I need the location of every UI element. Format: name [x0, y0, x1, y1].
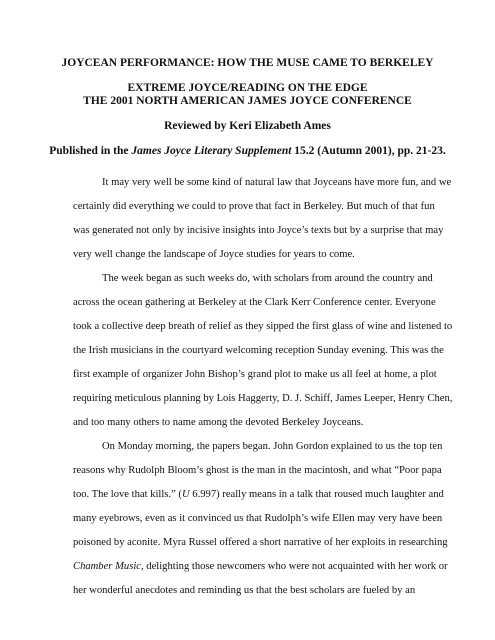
paragraph-1-line-4: very well change the landscape of Joyce studies for years to come.: [73, 249, 355, 260]
paragraph-3-line-5: poisoned by aconite. Myra Russel offered a short narrative of her exploits in researching: [73, 537, 448, 548]
paragraph-3-line-1: On Monday morning, the papers began. John Gordon explained to us the top ten: [102, 441, 443, 452]
publication-line: [0, 145, 495, 158]
paragraph-3-line-3-start: too. The love that kills.” (: [73, 489, 182, 500]
article-subtitle-line-2: THE 2001 NORTH AMERICAN JAMES JOYCE CONFERENCE: [83, 95, 412, 107]
paragraph-2-line-3: took a collective deep breath of relief as they sipped the first glass of wine and listened to: [73, 321, 453, 332]
reviewer-line: Reviewed by Keri Elizabeth Ames: [164, 120, 331, 132]
publication-suffix: 15.2 (Autumn 2001), pp. 21-23.: [291, 145, 446, 157]
paragraph-2-line-6: requiring meticulous planning by Lois Haggerty, D. J. Schiff, James Leeper, Henry Chen,: [73, 393, 453, 404]
paragraph-2-line-7: and too many others to name among the devoted Berkeley Joyceans.: [73, 417, 364, 428]
paragraph-2-line-2: across the ocean gathering at Berkeley at the Clark Kerr Conference center. Everyone: [73, 297, 436, 308]
paragraph-2-line-5: first example of organizer John Bishop’s grand plot to make us all feel at home, a plot: [73, 369, 437, 380]
paragraph-3-line-7: her wonderful anecdotes and reminding us that the best scholars are fueled by an: [73, 585, 416, 596]
paragraph-3-line-3: [73, 488, 444, 501]
article-subtitle-line-1: EXTREME JOYCE/READING ON THE EDGE: [127, 82, 368, 94]
paragraph-3-line-6: [73, 560, 448, 573]
article-title: JOYCEAN PERFORMANCE: HOW THE MUSE CAME TO BERKELEY: [61, 57, 434, 69]
publication-journal: James Joyce Literary Supplement: [131, 145, 292, 157]
paragraph-1-line-2: certainly did everything we could to prove that fact in Berkeley. But much of that fun: [73, 201, 435, 212]
paragraph-3-line-6-rest: , delighting those newcomers who were not acquainted with her work or: [140, 561, 448, 572]
paragraph-1-line-3: was generated not only by incisive insights into Joyce’s texts but by a surprise that may: [73, 225, 444, 236]
paragraph-1-line-1: It may very well be some kind of natural law that Joyceans have more fun, and we: [102, 177, 452, 188]
chamber-music-title: Chamber Music: [73, 561, 141, 572]
publication-prefix: Published in the: [49, 145, 132, 157]
ulysses-abbrev: U: [181, 489, 190, 500]
paragraph-3-line-4: many eyebrows, even as it convinced us that Rudolph’s wife Ellen may very have been: [73, 513, 443, 524]
paragraph-2-line-1: The week began as such weeks do, with scholars from around the country and: [102, 273, 433, 284]
paragraph-3-line-2: reasons why Rudolph Bloom’s ghost is the man in the macintosh, and what “Poor papa: [73, 465, 442, 476]
paragraph-2-line-4: the Irish musicians in the courtyard welcoming reception Sunday evening. This was the: [73, 345, 444, 356]
paragraph-3-line-3-end: 6.997) really means in a talk that roused much laughter and: [189, 489, 444, 500]
